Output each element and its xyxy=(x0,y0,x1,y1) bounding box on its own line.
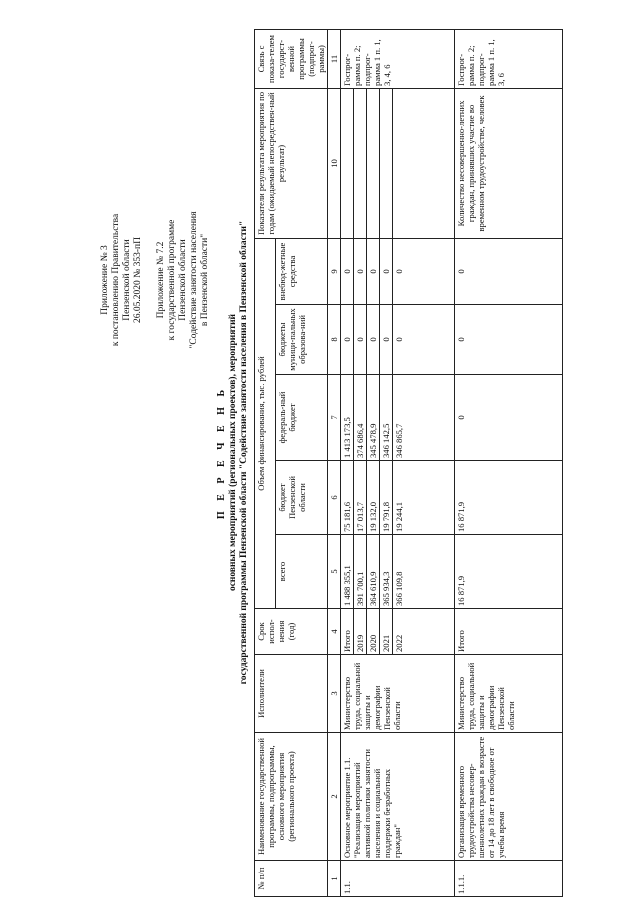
row-term: 2019 xyxy=(354,609,367,655)
row-municipal: 0 xyxy=(393,305,455,375)
col-number: 9 xyxy=(328,238,341,304)
row-extra: 0 xyxy=(455,238,563,304)
row-total: 364 610,9 xyxy=(367,535,380,609)
row-num: 1.1.1. xyxy=(455,861,563,897)
header-executor: Исполнители xyxy=(255,655,328,733)
header-term: Срок испол-нения (год) xyxy=(255,609,328,655)
col-number: 1 xyxy=(328,861,341,897)
col-number: 11 xyxy=(328,29,341,88)
row-link: Госпрог-рамма п. 2; подпрог-рамма 1 п. 1, 3, 6 xyxy=(455,29,563,88)
row-federal: 0 xyxy=(455,375,563,461)
appendix-line: в Пензенской области" xyxy=(200,233,210,327)
col-number: 7 xyxy=(328,375,341,461)
row-indicator: Количество несовершенно-летних граждан, принявших участие во временном трудоустройстве, человек xyxy=(455,88,563,238)
row-regional: 19 244,1 xyxy=(393,461,455,535)
col-number: 4 xyxy=(328,609,341,655)
row-executor: Министерство труда, социальной защиты и демографии Пензенской области xyxy=(341,655,455,733)
header-total: всего xyxy=(275,535,327,609)
appendix-line: к государственной программе xyxy=(167,219,177,341)
row-regional: 75 181,6 xyxy=(341,461,354,535)
header-regional: бюджет Пензенской области xyxy=(275,461,327,535)
appendix-line: Пензенской области xyxy=(178,239,188,321)
row-regional: 19 791,8 xyxy=(380,461,393,535)
row-total: 16 871,9 xyxy=(455,535,563,609)
row-municipal: 0 xyxy=(341,305,354,375)
col-number: 10 xyxy=(328,88,341,238)
table-row xyxy=(341,29,354,896)
row-name: Организация временного трудоустройства несовер-шеннолетних граждан в возрасте от 14 до 18 лет в свободное от учебы время xyxy=(455,733,563,861)
header-name: Наименование государственной программы, подпрограммы, основного мероприятия (регионального проекта) xyxy=(255,733,328,861)
header-municipal: бюджеты муници-пальных образова-ний xyxy=(275,305,327,375)
row-regional: 16 871,9 xyxy=(455,461,563,535)
row-indicator xyxy=(393,88,455,238)
row-name: Основное мероприятие 1.1. "Реализация мероприятий активной политики занятости населения и социальной поддержки безработных граждан" xyxy=(341,733,455,861)
row-term: Итого xyxy=(455,609,563,655)
appendix-block xyxy=(100,175,211,385)
row-link xyxy=(341,29,455,88)
title-line: основных мероприятий (региональных проектов), мероприятий xyxy=(228,313,238,592)
row-term: 2022 xyxy=(393,609,455,655)
row-term: 2020 xyxy=(367,609,380,655)
row-indicator xyxy=(354,88,367,238)
row-indicator xyxy=(367,88,380,238)
row-extra: 0 xyxy=(380,238,393,304)
appendix-line: 26.05.2020 № 353-пП xyxy=(133,237,143,323)
header-link: Связь с показа-телем государст-венной программы (подпрог-раммы) xyxy=(255,29,328,88)
appendix-line: Пензенской области xyxy=(122,239,132,321)
header-indicator: Показатели результата мероприятия по годам (ожидаемый непосредствен-ный результат) xyxy=(255,88,328,238)
row-term: 2021 xyxy=(380,609,393,655)
header-federal: федераль-ный бюджет xyxy=(275,375,327,461)
header-funding: Объем финансирования, тыс. рублей xyxy=(255,238,276,608)
col-number: 3 xyxy=(328,655,341,733)
row-municipal: 0 xyxy=(455,305,563,375)
title-heading: П Е Р Е Ч Е Н Ь xyxy=(216,385,227,520)
row-total: 1 488 355,1 xyxy=(341,535,354,609)
table-row xyxy=(455,29,563,896)
col-number: 2 xyxy=(328,733,341,861)
row-municipal: 0 xyxy=(367,305,380,375)
row-federal: 1 413 173,5 xyxy=(341,375,354,461)
row-municipal: 0 xyxy=(380,305,393,375)
link-part: подпрог-рамма 1 п. 1, 3, 4, 6 xyxy=(362,39,392,86)
title-line: государственной программы Пензенской области "Содействие занятости населения в Пензенской области" xyxy=(239,220,249,685)
header-extra: внебюд-жетные средства xyxy=(275,238,327,304)
row-total: 366 109,8 xyxy=(393,535,455,609)
header-num: № п/п xyxy=(255,861,328,897)
row-municipal: 0 xyxy=(354,305,367,375)
appendix-line: к постановлению Правительства xyxy=(111,213,121,347)
col-number: 8 xyxy=(328,305,341,375)
row-term: Итого xyxy=(341,609,354,655)
document-title xyxy=(216,0,250,905)
row-total: 365 934,3 xyxy=(380,535,393,609)
row-executor: Министерство труда, социальной защиты и демографии Пензенской области xyxy=(455,655,563,733)
row-num: 1.1. xyxy=(341,861,455,897)
row-extra: 0 xyxy=(393,238,455,304)
appendix-line: Приложение № 3 xyxy=(100,245,110,315)
row-federal: 374 686,4 xyxy=(354,375,367,461)
row-extra: 0 xyxy=(367,238,380,304)
header-row xyxy=(255,29,276,896)
row-regional: 19 132,0 xyxy=(367,461,380,535)
link-part: Госпрог-рамма п. 2; xyxy=(342,45,362,86)
row-extra: 0 xyxy=(354,238,367,304)
row-indicator xyxy=(380,88,393,238)
measures-table xyxy=(254,29,563,897)
row-federal: 346 865,7 xyxy=(393,375,455,461)
row-federal: 345 478,9 xyxy=(367,375,380,461)
col-number: 6 xyxy=(328,461,341,535)
column-number-row xyxy=(328,29,341,896)
row-regional: 17 013,7 xyxy=(354,461,367,535)
row-federal: 346 142,5 xyxy=(380,375,393,461)
appendix-line: "Содействие занятости населения xyxy=(189,211,199,349)
row-total: 391 700,1 xyxy=(354,535,367,609)
appendix-line: Приложение № 7.2 xyxy=(156,241,166,319)
col-number: 5 xyxy=(328,535,341,609)
row-indicator xyxy=(341,88,354,238)
row-extra: 0 xyxy=(341,238,354,304)
